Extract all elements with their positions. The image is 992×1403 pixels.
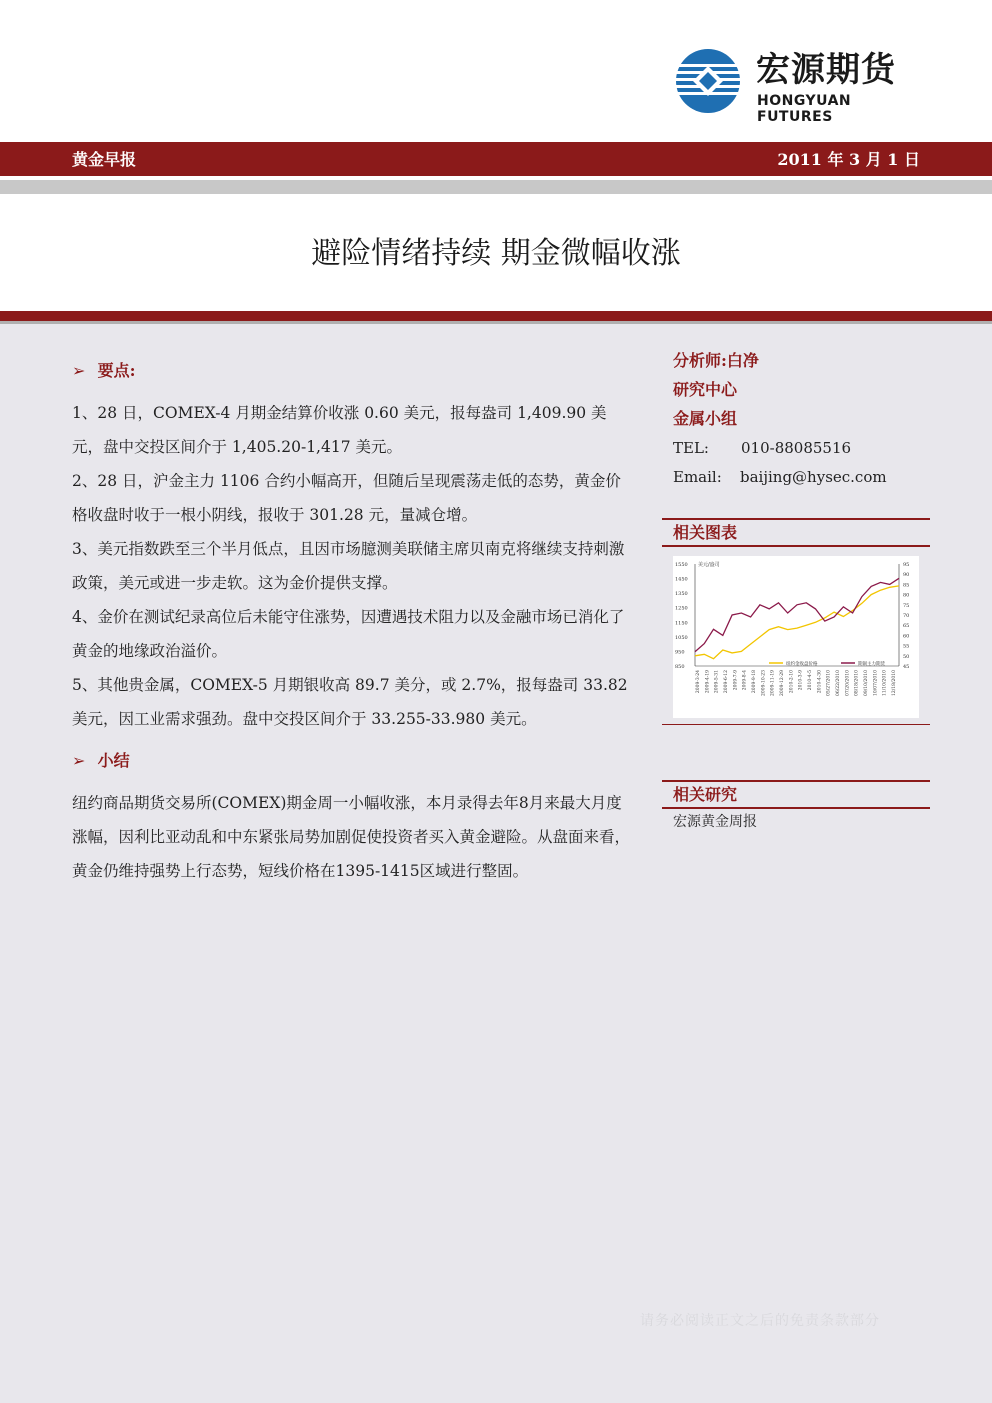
right-tick-label: 60 <box>903 633 910 640</box>
email-label: Email: <box>673 468 722 486</box>
hongyuan-logo-icon <box>673 48 743 114</box>
related-chart-top-rule <box>662 518 930 520</box>
x-tick-label: 2009-3-24 <box>696 670 701 694</box>
right-tick-label: 85 <box>903 582 910 589</box>
right-tick-label: 55 <box>903 643 910 650</box>
right-tick-label: 75 <box>903 602 910 609</box>
y-axis-unit-label: 美元/盎司 <box>698 562 720 568</box>
analyst-group: 金属小组 <box>673 409 738 428</box>
x-tick-label: 2009-12-29 <box>780 670 785 696</box>
related-research-heading: 相关研究 <box>673 785 738 804</box>
right-tick-label: 90 <box>903 572 910 579</box>
x-tick-label: 08/18/2010 <box>854 670 860 696</box>
right-tick-label: 50 <box>903 653 910 660</box>
x-tick-label: 05/27/2010 <box>826 670 832 696</box>
left-tick-label: 850 <box>675 664 685 670</box>
x-tick-label: 2009-10-23 <box>761 670 767 696</box>
x-tick-label: 2010-3-9 <box>798 670 804 691</box>
series-line-2 <box>695 578 899 651</box>
report-bar <box>0 142 992 176</box>
key-points-heading <box>72 360 136 382</box>
key-point-item: 5、其他贵金属，COMEX-5 月期银收高 89.7 美分，或 2.7%，报每盎司 33.82 美元，因工业需求强劲。盘中交投区间介于 33.255-33.980 美元。 <box>72 676 628 728</box>
analyst-name: 分析师:白净 <box>673 351 759 370</box>
email-value[interactable]: baijing@hysec.com <box>740 468 887 486</box>
tel-label: TEL: <box>673 439 709 457</box>
related-research-top-rule <box>662 780 930 782</box>
left-tick-label: 1450 <box>675 576 688 583</box>
company-logo <box>673 48 923 125</box>
related-chart-heading: 相关图表 <box>673 523 738 542</box>
brand-name-en: HONGYUAN FUTURES <box>757 93 852 125</box>
related-research-item[interactable]: 宏源黄金周报 <box>673 814 757 830</box>
gold-copper-chart <box>673 556 919 718</box>
summary-text <box>72 786 632 888</box>
brand-name-cn: 宏源期货 <box>756 50 896 90</box>
report-date: 2011 年 3 月 1 日 <box>777 150 920 169</box>
chart-svg <box>673 556 919 718</box>
x-tick-label: 06/22/2010 <box>836 670 841 696</box>
key-point-item: 4、金价在测试纪录高位后未能守住涨势，因遭遇技术阻力以及金融市场已消化了黄金的地缘政治溢价。 <box>72 608 625 660</box>
legend-label: 纽约金收盘价格 <box>786 662 818 667</box>
disclaimer-note: 请务必阅读正文之后的免责条款部分 <box>640 1313 880 1329</box>
left-tick-label: 1050 <box>675 634 688 641</box>
chart-bottom-rule <box>662 724 930 725</box>
x-tick-label: 09/10/2010 <box>864 670 869 696</box>
related-research-bottom-rule <box>662 807 930 809</box>
related-chart-bottom-rule <box>662 545 930 547</box>
right-tick-label: 95 <box>903 562 910 568</box>
arrow-bullet-icon: ➢ <box>72 361 86 380</box>
left-tick-label: 1250 <box>675 605 688 612</box>
x-tick-label: 2009-6-12 <box>724 670 729 694</box>
left-tick-label: 950 <box>675 649 685 656</box>
left-tick-label: 1350 <box>675 591 688 598</box>
x-tick-label: 2009-9-18 <box>752 670 757 694</box>
summary-heading <box>72 750 130 772</box>
tel-value: 010-88085516 <box>741 439 852 457</box>
arrow-bullet-icon: ➢ <box>72 751 86 770</box>
right-tick-label: 80 <box>903 592 910 599</box>
x-tick-label: 12/18/2010 <box>892 670 897 696</box>
right-tick-label: 70 <box>903 613 910 619</box>
report-category: 黄金早报 <box>72 150 137 169</box>
right-tick-label: 45 <box>903 664 910 670</box>
divider-bar <box>0 180 992 194</box>
title-rule <box>0 311 992 321</box>
right-tick-label: 65 <box>903 623 910 630</box>
x-tick-label: 2009-5-31 <box>714 670 720 694</box>
summary-heading-label: 小结 <box>97 751 130 770</box>
left-tick-label: 1550 <box>675 562 688 568</box>
x-tick-label: 2010-4-30 <box>817 670 823 694</box>
legend-label: 期铜主力期货 <box>858 662 885 667</box>
page-header <box>0 0 992 140</box>
report-title: 避险情绪持续 期金微幅收涨 <box>311 236 681 271</box>
key-point-item: 2、28 日，沪金主力 1106 合约小幅高开，但随后呈现震荡走低的态势，黄金价格收盘时收于一根小阴线，报收于 301.28 元，量减仓增。 <box>72 472 621 524</box>
x-tick-label: 10/07/2010 <box>873 670 879 696</box>
left-tick-label: 1150 <box>675 620 688 627</box>
x-tick-label: 2009-4-19 <box>705 670 711 694</box>
x-tick-label: 2010-4-5 <box>808 670 813 691</box>
x-tick-label: 2009-11-19 <box>770 670 776 696</box>
x-tick-label: 2009-7-9 <box>733 670 739 691</box>
x-tick-label: 2009-8-4 <box>742 670 748 691</box>
key-point-item: 3、美元指数跌至三个半月低点，且因市场臆测美联储主席贝南克将继续支持刺激政策，美元或进一步走软。这为金价提供支撑。 <box>72 540 625 592</box>
key-point-item: 1、28 日，COMEX-4 月期金结算价收涨 0.60 美元，报每盎司 1,409.90 美元，盘中交投区间介于 1,405.20-1,417 美元。 <box>72 404 607 456</box>
key-points-heading-label: 要点: <box>97 361 136 380</box>
x-tick-label: 11/10/2010 <box>882 670 888 696</box>
analyst-dept: 研究中心 <box>673 380 738 399</box>
series-line-1 <box>695 586 899 659</box>
x-tick-label: 2010-2-10 <box>789 670 795 694</box>
key-points-list <box>72 396 632 736</box>
x-tick-label: 07/20/2010 <box>845 670 851 696</box>
summary-paragraph: 纽约商品期货交易所(COMEX)期金周一小幅收涨，本月录得去年8月来最大月度涨幅，因利比亚动乱和中东紧张局势加剧促使投资者买入黄金避险。从盘面来看，黄金仍维持强势上行态势，短线价格在1395-1415区域进行整固。 <box>72 794 631 880</box>
